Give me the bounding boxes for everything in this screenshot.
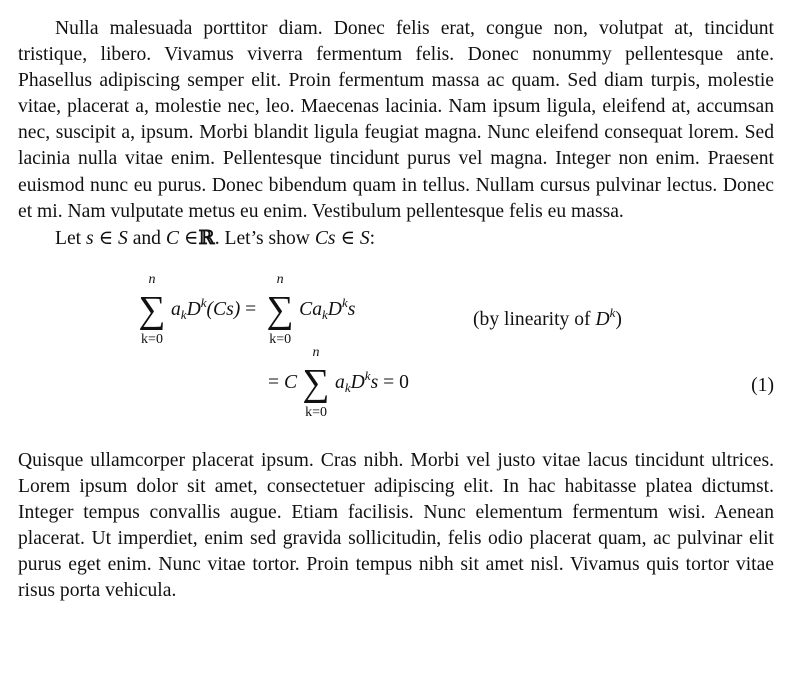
annotation-text: (by linearity of bbox=[473, 308, 591, 330]
math-subscript: k bbox=[344, 379, 351, 395]
math-D: D bbox=[186, 298, 201, 320]
math-superscript: k bbox=[200, 294, 207, 310]
summation bbox=[299, 345, 333, 421]
equation-annotation bbox=[473, 300, 622, 333]
math-D: D bbox=[595, 308, 610, 330]
element-of-symbol: ∈ bbox=[340, 227, 355, 249]
equation-line-2 bbox=[268, 345, 409, 421]
summation bbox=[135, 272, 169, 348]
sum-icon: ∑ bbox=[138, 289, 166, 332]
display-equation bbox=[18, 252, 774, 448]
var-Cs: Cs bbox=[314, 227, 336, 249]
equation-line-1 bbox=[133, 272, 356, 348]
annotation-close-paren: ) bbox=[615, 308, 622, 330]
sum-icon: ∑ bbox=[266, 289, 294, 332]
var-S: S bbox=[117, 227, 128, 249]
document-page bbox=[18, 16, 774, 604]
element-of-symbol: ∈ bbox=[183, 227, 199, 249]
math-D: D bbox=[350, 371, 365, 393]
summation bbox=[263, 272, 297, 348]
sum-lower-limit: k=0 bbox=[305, 405, 327, 421]
math-superscript: k bbox=[609, 304, 616, 320]
math-Ca: Ca bbox=[299, 298, 323, 320]
equals-sign: = bbox=[268, 371, 280, 393]
sum-lower-limit: k=0 bbox=[269, 332, 292, 348]
math-a: a bbox=[335, 371, 345, 393]
equals-sign: = bbox=[383, 371, 395, 393]
math-superscript: k bbox=[341, 294, 348, 310]
math-s: s bbox=[370, 371, 379, 393]
element-of-symbol: ∈ bbox=[98, 227, 114, 249]
intro-and: and bbox=[132, 227, 161, 249]
paragraph-intro bbox=[18, 225, 774, 252]
reals-symbol: ℝ bbox=[198, 225, 215, 249]
sum-upper-limit: n bbox=[276, 272, 284, 288]
math-D: D bbox=[327, 298, 342, 320]
sum-icon: ∑ bbox=[302, 362, 330, 405]
sum-lower-limit: k=0 bbox=[141, 332, 163, 348]
math-subscript: k bbox=[322, 306, 328, 322]
sum-upper-limit: n bbox=[312, 345, 320, 361]
math-superscript: k bbox=[364, 367, 371, 383]
math-s: s bbox=[347, 298, 356, 320]
math-zero: 0 bbox=[399, 371, 409, 393]
math-subscript: k bbox=[180, 306, 187, 322]
intro-let: Let bbox=[55, 227, 82, 249]
math-C: C bbox=[283, 371, 298, 393]
paragraph-3: Quisque ullamcorper placerat ipsum. Cras nibh. Morbi vel justo vitae lacus tincidunt ultrices. Lorem ipsum dolor sit amet, consectetuer adipiscing elit. In hac habitasse platea dictumst. Integer tempus convallis augue. Etiam facilisis. Nunc elementum fermentum wisi. Aenean placerat. Ut imperdiet, enim sed gravida sollicitudin, felis odio placerat quam, ac pulvinar elit purus eget enim. Nunc vitae tortor. Proin tempus nibh sit amet nisl. Vivamus quis tortor vitae risus porta vehicula. bbox=[18, 449, 774, 602]
var-S: S bbox=[359, 227, 370, 249]
equation-number: (1) bbox=[751, 374, 774, 396]
math-a: a bbox=[171, 298, 181, 320]
var-C: C bbox=[165, 227, 179, 249]
intro-colon: : bbox=[369, 227, 376, 249]
intro-lets-show: . Let’s show bbox=[214, 227, 310, 249]
paragraph-1: Nulla malesuada porttitor diam. Donec felis erat, congue non, volutpat at, tincidunt tristique, libero. Vivamus viverra fermentum felis. Donec nonummy pellentesque ante. Phasellus adipiscing semper elit. Proin fermentum massa ac quam. Sed diam turpis, molestie vitae, placerat a, molestie nec, leo. Maecenas lacinia. Nam ipsum ligula, eleifend at, accumsan nec, suscipit a, ipsum. Morbi blandit ligula feugiat magna. Nunc eleifend consequat lorem. Sed lacinia nulla vitae enim. Pellentesque tincidunt purus vel magna. Integer non enim. Praesent euismod nunc eu purus. Donec bibendum quam in tellus. Nullam cursus pulvinar lectus. Donec et mi. Nam vulputate metus eu enim. Vestibulum pellentesque felis eu massa. bbox=[18, 18, 774, 222]
equals-sign: = bbox=[245, 298, 257, 320]
sum-upper-limit: n bbox=[148, 272, 156, 288]
math-argument: (Cs) bbox=[206, 298, 241, 320]
var-s: s bbox=[86, 227, 94, 249]
